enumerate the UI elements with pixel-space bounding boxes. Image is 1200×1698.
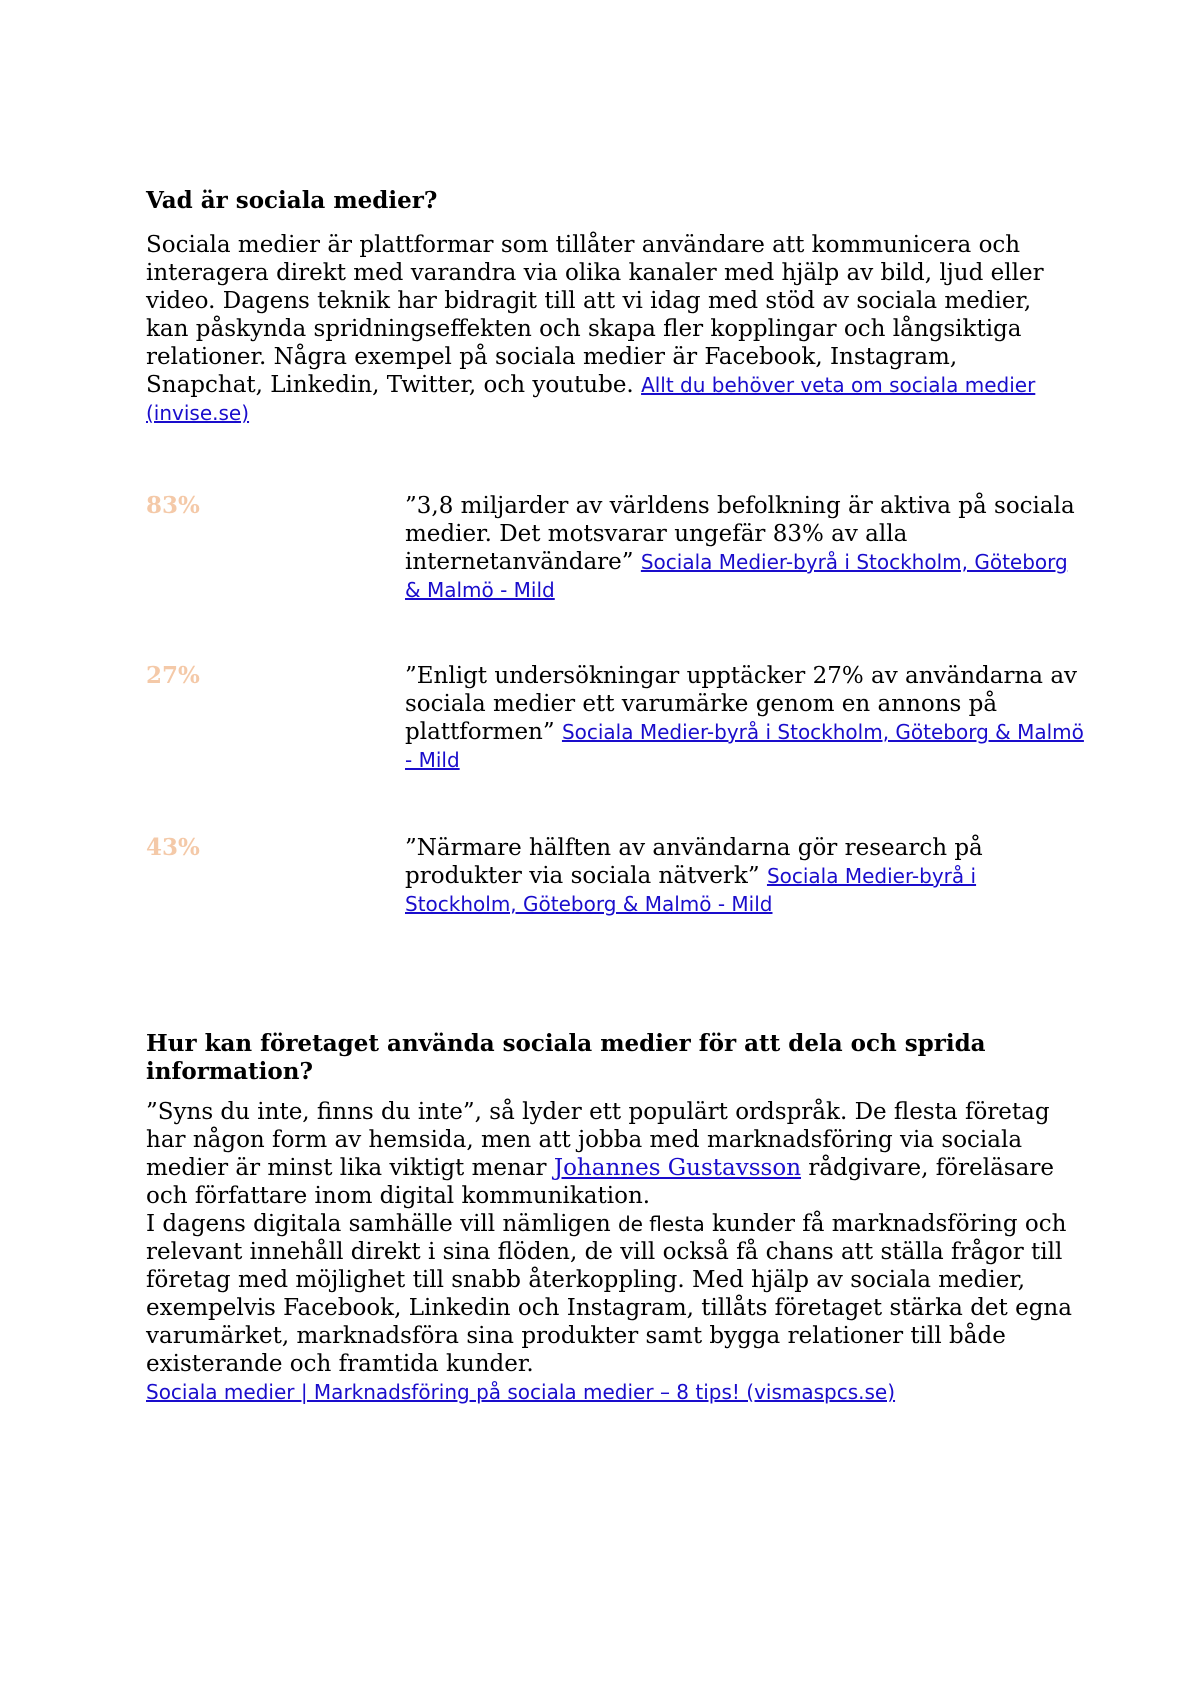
section2-source [146,1378,1076,1406]
intro-text: Sociala medier är plattformar som tillåter användare att kommunicera och interagera direkt med varandra via olika kanaler med hjälp av bild, ljud eller video. Dagens teknik har bidragit till att vi idag med stöd av sociala medier, kan påskynda spridningseffekten och skapa fler kopplingar och långsiktiga relationer. Några exempel på sociala medier är Facebook, Instagram, Snapchat, Linkedin, Twitter, och youtube. [146,232,1044,398]
section2-text: kunder få marknadsföring och relevant innehåll direkt i sina flöden, de vill också få chans att ställa frågor till företag med möjlighet till snabb återkoppling. Med hjälp av sociala medier, exempelvis Facebook, Linkedin och Instagram, tillåts företaget stärka det egna varumärket, marknadsföra sina produkter samt bygga relationer till både existerande och framtida kunder. [146,1211,1072,1377]
stat-quote-text: ”Enligt undersökningar upptäcker 27% av användarna av sociala medier ett varumärke genom en annons på plattformen” [405,663,1078,745]
stat-value: 83% [146,492,200,519]
section2-text: I dagens digitala samhälle vill nämligen [146,1211,618,1237]
intro-heading: Vad är sociala medier? [146,187,438,214]
section2-source-link[interactable]: Sociala medier | Marknadsföring på sociala medier – 8 tips! (vismaspcs.se) [146,1380,896,1404]
section2-text: rådgivare, föreläsare och författare inom digital kommunikation. [146,1155,1054,1209]
intro-source-link[interactable]: Allt du behöver veta om sociala medier (invise.se) [146,373,1036,425]
section2-paragraph-1 [146,1098,1076,1210]
section2-text: ”Syns du inte, finns du inte”, så lyder ett populärt ordspråk. De flesta företag har någon form av hemsida, men att jobba med marknadsföring via sociala medier är minst lika viktigt menar [146,1099,1050,1181]
stat-quote [405,834,1085,918]
section2-heading: Hur kan företaget använda sociala medier för att dela och sprida information? [146,1030,986,1085]
intro-paragraph [146,231,1076,427]
stat-quote-text: ”Närmare hälften av användarna gör research på produkter via sociala nätverk” [405,835,983,889]
section2-body [146,1098,1076,1406]
section2-paragraph-2 [146,1210,1076,1378]
intro-section [146,187,1076,427]
stat-value: 27% [146,662,200,689]
stat-value: 43% [146,834,200,861]
stat-source-link[interactable]: Sociala Medier-byrå i Stockholm, Göteborg & Malmö - Mild [405,550,1068,602]
stat-quote [405,662,1085,774]
company-usage-section [146,1030,1076,1406]
stat-quote-text: ”3,8 miljarder av världens befolkning är aktiva på sociala medier. Det motsvarar ungefär 83% av alla internetanvändare” [405,493,1075,575]
person-link[interactable]: Johannes Gustavsson [553,1155,802,1181]
stat-source-link[interactable]: Sociala Medier-byrå i Stockholm, Göteborg & Malmö - Mild [405,720,1084,772]
section2-text-small: de flesta [617,1212,705,1236]
stat-quote [405,492,1085,604]
stat-source-link[interactable]: Sociala Medier-byrå i Stockholm, Göteborg & Malmö - Mild [405,864,977,916]
